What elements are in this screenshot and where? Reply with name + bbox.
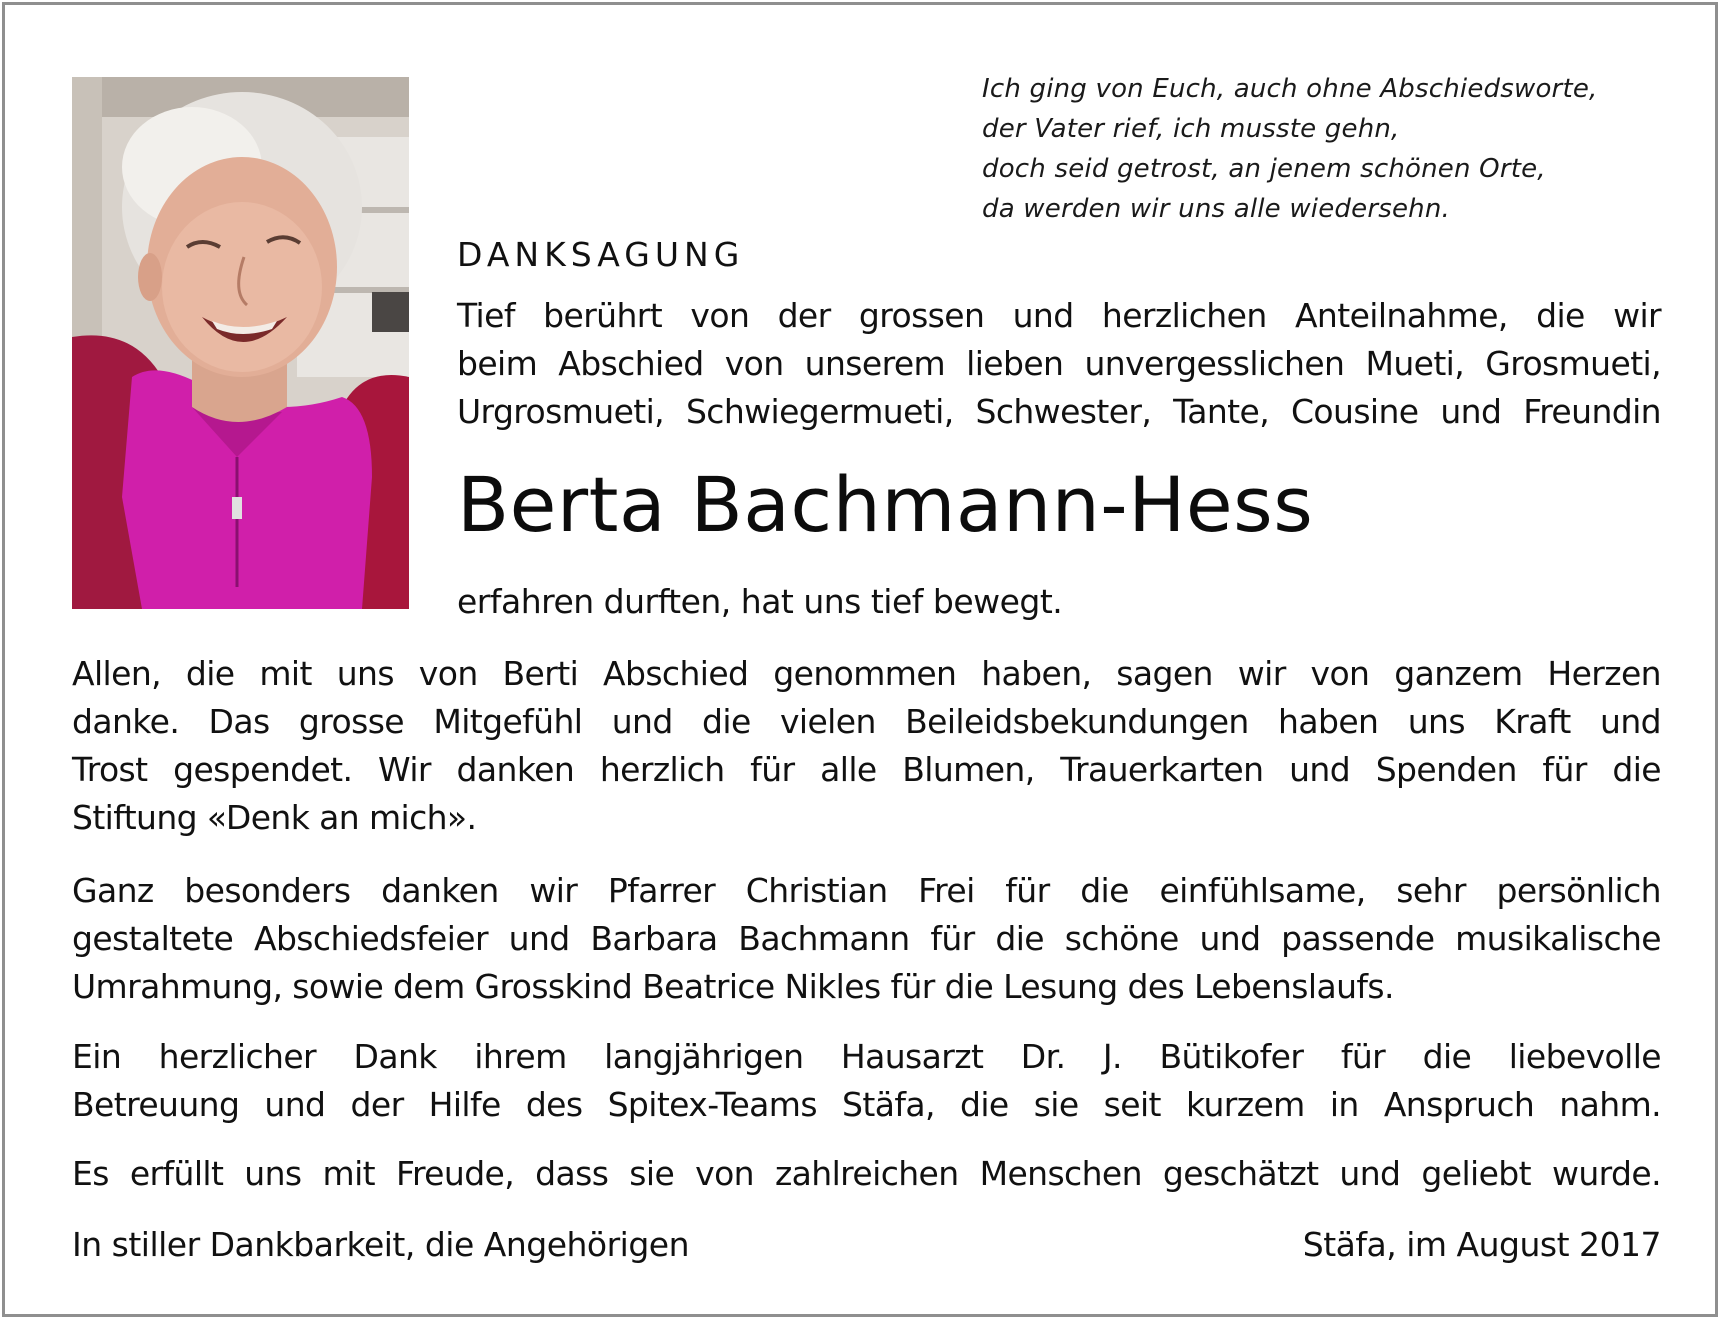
paragraph-line: Stiftung «Denk an mich».	[72, 798, 477, 837]
paragraph-line: Allen, die mit uns von Berti Abschied genommen haben, sagen wir von ganzem Herzen	[72, 654, 1661, 693]
poem	[982, 69, 1682, 229]
poem-line: Ich ging von Euch, auch ohne Abschiedsworte,	[982, 74, 1598, 104]
paragraph-joy	[72, 1150, 1661, 1198]
paragraph-line: Ganz besonders danken wir Pfarrer Christian Frei für die einfühlsame, sehr persönlich	[72, 871, 1661, 910]
paragraph-line: gestaltete Abschiedsfeier und Barbara Bachmann für die schöne und passende musikalische	[72, 919, 1661, 958]
after-name-text: erfahren durften, hat uns tief bewegt.	[457, 582, 1063, 621]
intro-line: Urgrosmueti, Schwiegermueti, Schwester, Tante, Cousine und Freundin	[457, 392, 1661, 431]
obituary-frame	[2, 2, 1718, 1317]
paragraph-thanks-all	[72, 650, 1661, 842]
paragraph-line: Trost gespendet. Wir danken herzlich für alle Blumen, Trauerkarten und Spenden für die	[72, 750, 1661, 789]
intro-text	[457, 292, 1661, 436]
paragraph-line: danke. Das grosse Mitgefühl und die vielen Beileidsbekundungen haben uns Kraft und	[72, 702, 1661, 741]
closing-signature: In stiller Dankbarkeit, die Angehörigen	[72, 1225, 690, 1264]
paragraph-line: Es erfüllt uns mit Freude, dass sie von zahlreichen Menschen geschätzt und geliebt wurde.	[72, 1154, 1661, 1193]
portrait-photo-image	[72, 77, 409, 609]
portrait-photo	[72, 77, 409, 609]
intro-line: beim Abschied von unserem lieben unvergesslichen Mueti, Grosmueti,	[457, 344, 1661, 383]
paragraph-line: Umrahmung, sowie dem Grosskind Beatrice Nikles für die Lesung des Lebenslaufs.	[72, 967, 1394, 1006]
paragraph-line: Ein herzlicher Dank ihrem langjährigen Hausarzt Dr. J. Bütikofer für die liebevolle	[72, 1037, 1661, 1076]
poem-line: der Vater rief, ich musste gehn,	[982, 114, 1400, 144]
closing-line	[72, 1221, 1661, 1269]
paragraph-thanks-doctor	[72, 1033, 1661, 1129]
closing-place-date: Stäfa, im August 2017	[1302, 1225, 1661, 1264]
heading-danksagung: DANKSAGUNG	[457, 235, 745, 274]
intro-line: Tief berührt von der grossen und herzlichen Anteilnahme, die wir	[457, 296, 1661, 335]
poem-line: da werden wir uns alle wiedersehn.	[982, 194, 1450, 224]
poem-line: doch seid getrost, an jenem schönen Orte,	[982, 154, 1546, 184]
deceased-name: Berta Bachmann-Hess	[457, 460, 1314, 549]
paragraph-line: Betreuung und der Hilfe des Spitex-Teams Stäfa, die sie seit kurzem in Anspruch nahm.	[72, 1085, 1661, 1124]
paragraph-thanks-pastor	[72, 867, 1661, 1011]
